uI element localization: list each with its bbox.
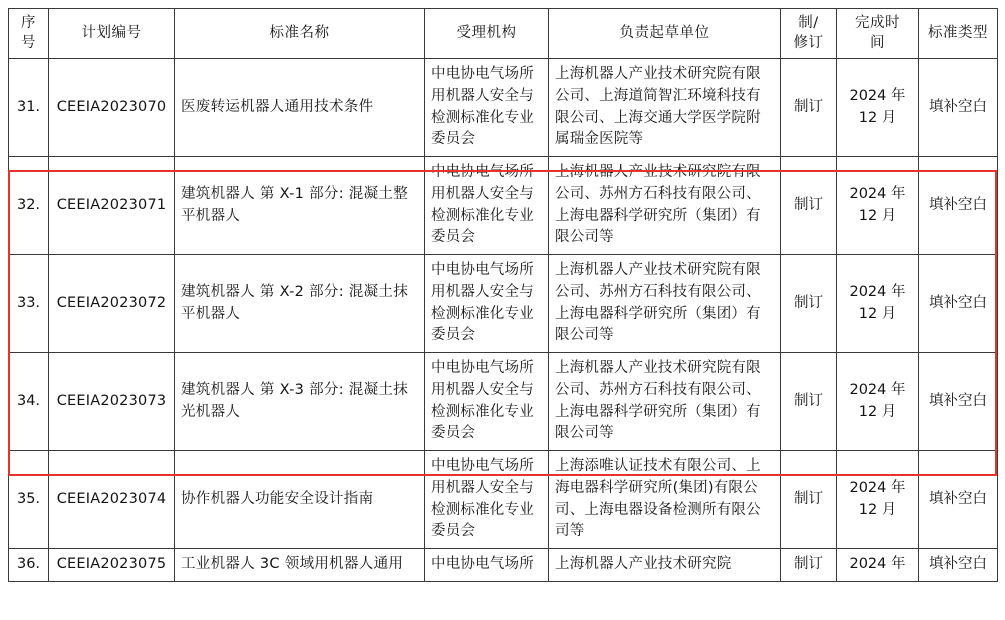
cell-plan-no: CEEIA2023071 <box>49 157 175 255</box>
cell-org: 中电协电气场所用机器人安全与检测标准化专业委员会 <box>425 59 549 157</box>
table-row <box>9 353 998 451</box>
column-header-standard-name: 标准名称 <box>175 9 425 59</box>
column-header-drafter: 负责起草单位 <box>549 9 781 59</box>
cell-drafter: 上海机器人产业技术研究院有限公司、苏州方石科技有限公司、上海电器科学研究所（集团）有限公司等 <box>549 157 781 255</box>
cell-drafter: 上海机器人产业技术研究院 <box>549 549 781 582</box>
cell-date: 2024 年 12 月 <box>837 353 919 451</box>
cell-type: 制订 <box>781 255 837 353</box>
cell-org: 中电协电气场所用机器人安全与检测标准化专业委员会 <box>425 255 549 353</box>
cell-drafter: 上海机器人产业技术研究院有限公司、苏州方石科技有限公司、上海电器科学研究所（集团）有限公司等 <box>549 353 781 451</box>
cell-category: 填补空白 <box>919 255 998 353</box>
column-header-type: 制/ 修订 <box>781 9 837 59</box>
cell-date: 2024 年 12 月 <box>837 255 919 353</box>
cell-plan-no: CEEIA2023070 <box>49 59 175 157</box>
cell-category: 填补空白 <box>919 353 998 451</box>
cell-org: 中电协电气场所 <box>425 549 549 582</box>
cell-seq: 33. <box>9 255 49 353</box>
cell-date: 2024 年 12 月 <box>837 157 919 255</box>
cell-standard-name: 建筑机器人 第 X-3 部分: 混凝土抹光机器人 <box>175 353 425 451</box>
cell-type: 制订 <box>781 451 837 549</box>
cell-plan-no: CEEIA2023073 <box>49 353 175 451</box>
cell-seq: 31. <box>9 59 49 157</box>
cell-standard-name: 协作机器人功能安全设计指南 <box>175 451 425 549</box>
cell-category: 填补空白 <box>919 157 998 255</box>
cell-date: 2024 年 12 月 <box>837 59 919 157</box>
cell-type: 制订 <box>781 549 837 582</box>
cell-plan-no: CEEIA2023074 <box>49 451 175 549</box>
column-header-plan-no: 计划编号 <box>49 9 175 59</box>
table-header-row <box>9 9 998 59</box>
cell-plan-no: CEEIA2023072 <box>49 255 175 353</box>
cell-seq: 35. <box>9 451 49 549</box>
table-row <box>9 157 998 255</box>
cell-date: 2024 年 12 月 <box>837 451 919 549</box>
cell-org: 中电协电气场所用机器人安全与检测标准化专业委员会 <box>425 157 549 255</box>
cell-seq: 36. <box>9 549 49 582</box>
cell-standard-name: 建筑机器人 第 X-2 部分: 混凝土抹平机器人 <box>175 255 425 353</box>
column-header-date: 完成时 间 <box>837 9 919 59</box>
cell-category: 填补空白 <box>919 549 998 582</box>
cell-standard-name: 医废转运机器人通用技术条件 <box>175 59 425 157</box>
cell-drafter: 上海机器人产业技术研究院有限公司、上海道简智汇环境科技有限公司、上海交通大学医学院附属瑞金医院等 <box>549 59 781 157</box>
cell-drafter: 上海添唯认证技术有限公司、上海电器科学研究所(集团)有限公司、上海电器设备检测所有限公司等 <box>549 451 781 549</box>
column-header-seq: 序 号 <box>9 9 49 59</box>
table-row <box>9 59 998 157</box>
table-body <box>9 59 998 582</box>
cell-type: 制订 <box>781 157 837 255</box>
cell-type: 制订 <box>781 59 837 157</box>
cell-category: 填补空白 <box>919 451 998 549</box>
table-row <box>9 549 998 582</box>
table-header <box>9 9 998 59</box>
table-row <box>9 451 998 549</box>
standards-plan-table <box>8 8 998 582</box>
cell-seq: 34. <box>9 353 49 451</box>
cell-type: 制订 <box>781 353 837 451</box>
cell-org: 中电协电气场所用机器人安全与检测标准化专业委员会 <box>425 353 549 451</box>
cell-category: 填补空白 <box>919 59 998 157</box>
cell-org: 中电协电气场所用机器人安全与检测标准化专业委员会 <box>425 451 549 549</box>
cell-seq: 32. <box>9 157 49 255</box>
cell-standard-name: 建筑机器人 第 X-1 部分: 混凝土整平机器人 <box>175 157 425 255</box>
column-header-category: 标准类型 <box>919 9 998 59</box>
cell-drafter: 上海机器人产业技术研究院有限公司、苏州方石科技有限公司、上海电器科学研究所（集团）有限公司等 <box>549 255 781 353</box>
cell-plan-no: CEEIA2023075 <box>49 549 175 582</box>
table-row <box>9 255 998 353</box>
cell-standard-name: 工业机器人 3C 领域用机器人通用 <box>175 549 425 582</box>
cell-date: 2024 年 <box>837 549 919 582</box>
column-header-org: 受理机构 <box>425 9 549 59</box>
